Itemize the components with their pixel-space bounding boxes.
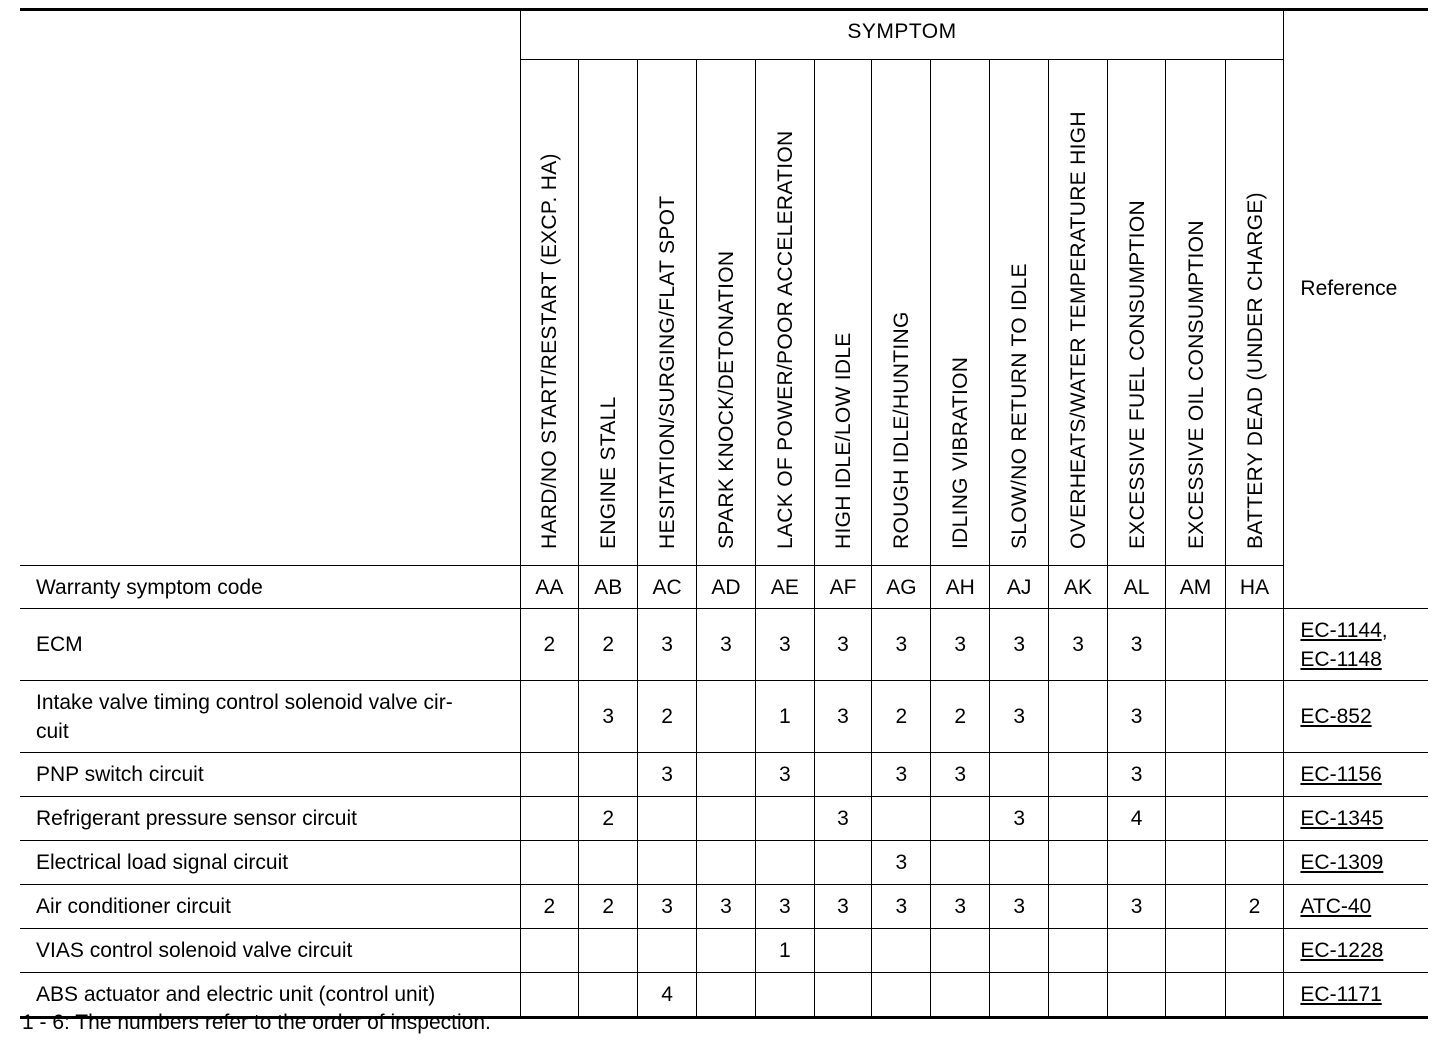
inspection-order-cell (990, 973, 1049, 1018)
inspection-order-cell (1166, 681, 1225, 753)
inspection-order-cell (1049, 841, 1108, 885)
blank-header-cell (20, 10, 520, 566)
inspection-order-cell: 3 (931, 753, 990, 797)
warranty-code: HA (1225, 566, 1284, 609)
row-label (20, 609, 520, 681)
row-label-text: Refrigerant pressure sensor circuit (36, 807, 357, 830)
warranty-code: AM (1166, 566, 1225, 609)
inspection-order-cell: 3 (756, 609, 815, 681)
inspection-order-cell: 3 (931, 885, 990, 929)
symptom-group-header: SYMPTOM (520, 10, 1284, 60)
inspection-order-cell: 4 (638, 973, 697, 1018)
inspection-order-cell: 3 (872, 609, 931, 681)
inspection-order-cell (520, 841, 579, 885)
reference-link[interactable]: ATC-40 (1300, 895, 1372, 918)
inspection-order-cell (579, 929, 638, 973)
symptom-label: IDLING VIBRATION (949, 356, 973, 549)
reference-link[interactable]: EC-1156 (1300, 763, 1382, 786)
inspection-order-cell: 3 (814, 885, 872, 929)
inspection-order-cell (1049, 973, 1108, 1018)
inspection-order-cell (1107, 929, 1166, 973)
inspection-order-cell (990, 929, 1049, 973)
symptom-label: HIGH IDLE/LOW IDLE (831, 332, 855, 549)
inspection-order-cell: 3 (990, 885, 1049, 929)
diagnosis-table (20, 8, 1428, 1019)
inspection-order-cell (814, 929, 872, 973)
warranty-code: AF (814, 566, 872, 609)
inspection-order-cell: 2 (520, 885, 579, 929)
inspection-order-cell (579, 753, 638, 797)
reference-cell (1284, 753, 1428, 797)
inspection-order-cell: 2 (520, 609, 579, 681)
inspection-order-cell: 3 (814, 681, 872, 753)
table-row (20, 609, 1428, 681)
inspection-order-cell (579, 973, 638, 1018)
reference-cell (1284, 885, 1428, 929)
symptom-header-0 (520, 60, 579, 566)
inspection-order-cell (696, 797, 755, 841)
inspection-order-cell: 3 (638, 609, 697, 681)
symptom-header-3 (696, 60, 755, 566)
inspection-order-cell: 3 (1107, 609, 1166, 681)
inspection-order-cell (1049, 929, 1108, 973)
symptom-label: LACK OF POWER/POOR ACCELERATION (773, 130, 797, 549)
row-label-text: Electrical load signal circuit (36, 851, 289, 874)
inspection-order-cell: 3 (990, 681, 1049, 753)
reference-link[interactable]: EC-1171 (1300, 983, 1382, 1006)
inspection-order-cell (520, 973, 579, 1018)
inspection-order-cell: 3 (1107, 681, 1166, 753)
inspection-order-cell: 3 (872, 841, 931, 885)
symptom-label: SLOW/NO RETURN TO IDLE (1008, 263, 1032, 549)
warranty-code: AB (579, 566, 638, 609)
reference-link[interactable]: EC-1228 (1300, 939, 1384, 962)
symptom-header-5 (814, 60, 872, 566)
row-label-text: Air conditioner circuit (36, 895, 231, 918)
symptom-label: BATTERY DEAD (UNDER CHARGE) (1243, 192, 1267, 549)
symptom-label: ENGINE STALL (597, 396, 621, 549)
table-row (20, 929, 1428, 973)
reference-link[interactable]: EC-852 (1300, 705, 1372, 728)
inspection-order-cell: 2 (579, 797, 638, 841)
inspection-order-cell (931, 797, 990, 841)
inspection-order-cell: 3 (1107, 753, 1166, 797)
inspection-order-cell (1107, 841, 1166, 885)
inspection-order-cell (696, 841, 755, 885)
inspection-order-cell (814, 841, 872, 885)
row-label (20, 681, 520, 753)
inspection-order-cell: 3 (1107, 885, 1166, 929)
inspection-order-cell (814, 973, 872, 1018)
inspection-order-cell (1225, 841, 1284, 885)
warranty-code: AG (872, 566, 931, 609)
inspection-order-cell (1225, 973, 1284, 1018)
reference-cell (1284, 797, 1428, 841)
inspection-order-cell: 3 (814, 797, 872, 841)
symptom-header-12 (1225, 60, 1284, 566)
warranty-ref-empty (1284, 566, 1428, 609)
row-label-text: PNP switch circuit (36, 763, 204, 786)
inspection-order-cell (1166, 929, 1225, 973)
reference-cell (1284, 681, 1428, 753)
symptom-label: EXCESSIVE FUEL CONSUMPTION (1125, 200, 1149, 549)
inspection-order-cell (696, 973, 755, 1018)
inspection-order-cell: 3 (638, 885, 697, 929)
inspection-order-cell: 3 (696, 885, 755, 929)
inspection-order-cell: 3 (872, 885, 931, 929)
inspection-order-cell (931, 929, 990, 973)
row-label-text: VIAS control solenoid valve circuit (36, 939, 353, 962)
inspection-order-cell (1225, 609, 1284, 681)
symptom-label: SPARK KNOCK/DETONATION (715, 250, 738, 549)
inspection-order-cell: 3 (696, 609, 755, 681)
symptom-label: OVERHEATS/WATER TEMPERATURE HIGH (1067, 111, 1091, 549)
inspection-order-cell (872, 797, 931, 841)
warranty-code: AJ (990, 566, 1049, 609)
inspection-order-cell (1166, 841, 1225, 885)
inspection-order-cell: 3 (990, 609, 1049, 681)
inspection-order-cell (520, 797, 579, 841)
inspection-order-cell: 3 (756, 885, 815, 929)
warranty-label: Warranty symptom code (20, 566, 520, 609)
inspection-order-cell: 2 (1225, 885, 1284, 929)
inspection-order-cell (1166, 973, 1225, 1018)
warranty-code: AK (1049, 566, 1108, 609)
inspection-order-cell: 3 (1049, 609, 1108, 681)
symptom-header-4 (756, 60, 815, 566)
warranty-code: AD (696, 566, 755, 609)
inspection-order-cell: 3 (990, 797, 1049, 841)
inspection-order-cell: 3 (872, 753, 931, 797)
inspection-order-cell (756, 797, 815, 841)
symptom-header-10 (1107, 60, 1166, 566)
symptom-header-9 (1049, 60, 1108, 566)
symptom-label: ROUGH IDLE/HUNTING (890, 311, 914, 549)
reference-link[interactable]: EC-1345 (1300, 807, 1384, 830)
inspection-order-cell (1166, 797, 1225, 841)
inspection-order-cell (756, 973, 815, 1018)
inspection-order-cell (990, 753, 1049, 797)
inspection-order-cell (1166, 753, 1225, 797)
inspection-order-cell (696, 929, 755, 973)
inspection-order-cell (931, 841, 990, 885)
symptom-header-6 (872, 60, 931, 566)
reference-cell (1284, 841, 1428, 885)
inspection-order-cell: 4 (1107, 797, 1166, 841)
inspection-order-cell (638, 929, 697, 973)
row-label-text: ABS actuator and electric unit (control unit) (36, 983, 436, 1006)
inspection-order-cell (1049, 681, 1108, 753)
inspection-order-cell: 2 (638, 681, 697, 753)
inspection-order-cell: 3 (931, 609, 990, 681)
inspection-order-cell (1049, 797, 1108, 841)
inspection-order-cell: 1 (756, 681, 815, 753)
warranty-code: AL (1107, 566, 1166, 609)
symptom-header-1 (579, 60, 638, 566)
reference-link[interactable]: EC-1144 (1300, 618, 1382, 642)
inspection-order-cell (1107, 973, 1166, 1018)
inspection-order-cell: 3 (814, 609, 872, 681)
warranty-code: AA (520, 566, 579, 609)
row-label (20, 797, 520, 841)
table-row (20, 753, 1428, 797)
reference-cell (1284, 929, 1428, 973)
inspection-order-cell: 2 (579, 885, 638, 929)
inspection-order-cell (638, 841, 697, 885)
row-label (20, 841, 520, 885)
inspection-order-cell (1225, 797, 1284, 841)
warranty-code: AH (931, 566, 990, 609)
symptom-header-8 (990, 60, 1049, 566)
inspection-order-cell: 2 (931, 681, 990, 753)
table-row (20, 797, 1428, 841)
row-label-text: ECM (36, 633, 83, 656)
symptom-header-11 (1166, 60, 1225, 566)
inspection-order-cell (1166, 609, 1225, 681)
inspection-order-cell (696, 681, 755, 753)
table-row (20, 885, 1428, 929)
inspection-order-cell (990, 841, 1049, 885)
row-label (20, 929, 520, 973)
inspection-order-cell (814, 753, 872, 797)
inspection-order-cell (696, 753, 755, 797)
inspection-order-cell (520, 681, 579, 753)
inspection-order-cell: 3 (638, 753, 697, 797)
inspection-order-cell: 3 (579, 681, 638, 753)
symptom-label: HARD/NO START/RESTART (EXCP. HA) (538, 153, 562, 549)
row-label (20, 885, 520, 929)
reference-separator: , (1381, 618, 1388, 642)
warranty-code: AC (638, 566, 697, 609)
inspection-order-cell: 3 (756, 753, 815, 797)
symptom-header-2 (638, 60, 697, 566)
inspection-order-cell: 2 (872, 681, 931, 753)
symptom-label: HESITATION/SURGING/FLAT SPOT (656, 195, 680, 549)
symptom-label: EXCESSIVE OIL CONSUMPTION (1184, 220, 1208, 549)
reference-link[interactable]: EC-1148 (1300, 647, 1382, 671)
inspection-order-cell (1225, 753, 1284, 797)
table-row (20, 681, 1428, 753)
inspection-order-cell (579, 841, 638, 885)
row-label-text-cont: cuit (36, 719, 69, 743)
inspection-order-cell (520, 929, 579, 973)
inspection-order-cell: 1 (756, 929, 815, 973)
inspection-order-cell (756, 841, 815, 885)
warranty-code: AE (756, 566, 815, 609)
reference-link[interactable]: EC-1309 (1300, 851, 1384, 874)
inspection-order-cell (1049, 885, 1108, 929)
reference-header: Reference (1284, 10, 1428, 566)
row-label-text: Intake valve timing control solenoid valve cir- (36, 690, 453, 714)
inspection-order-cell (1225, 929, 1284, 973)
inspection-order-cell (1049, 753, 1108, 797)
table-row (20, 841, 1428, 885)
footnote: 1 - 6: The numbers refer to the order of inspection. (22, 1011, 491, 1034)
row-label (20, 753, 520, 797)
inspection-order-cell: 2 (579, 609, 638, 681)
inspection-order-cell (931, 973, 990, 1018)
inspection-order-cell (638, 797, 697, 841)
inspection-order-cell (520, 753, 579, 797)
inspection-order-cell (872, 929, 931, 973)
inspection-order-cell (872, 973, 931, 1018)
symptom-header-7 (931, 60, 990, 566)
inspection-order-cell (1225, 681, 1284, 753)
reference-cell (1284, 609, 1428, 681)
reference-cell (1284, 973, 1428, 1018)
inspection-order-cell (1166, 885, 1225, 929)
